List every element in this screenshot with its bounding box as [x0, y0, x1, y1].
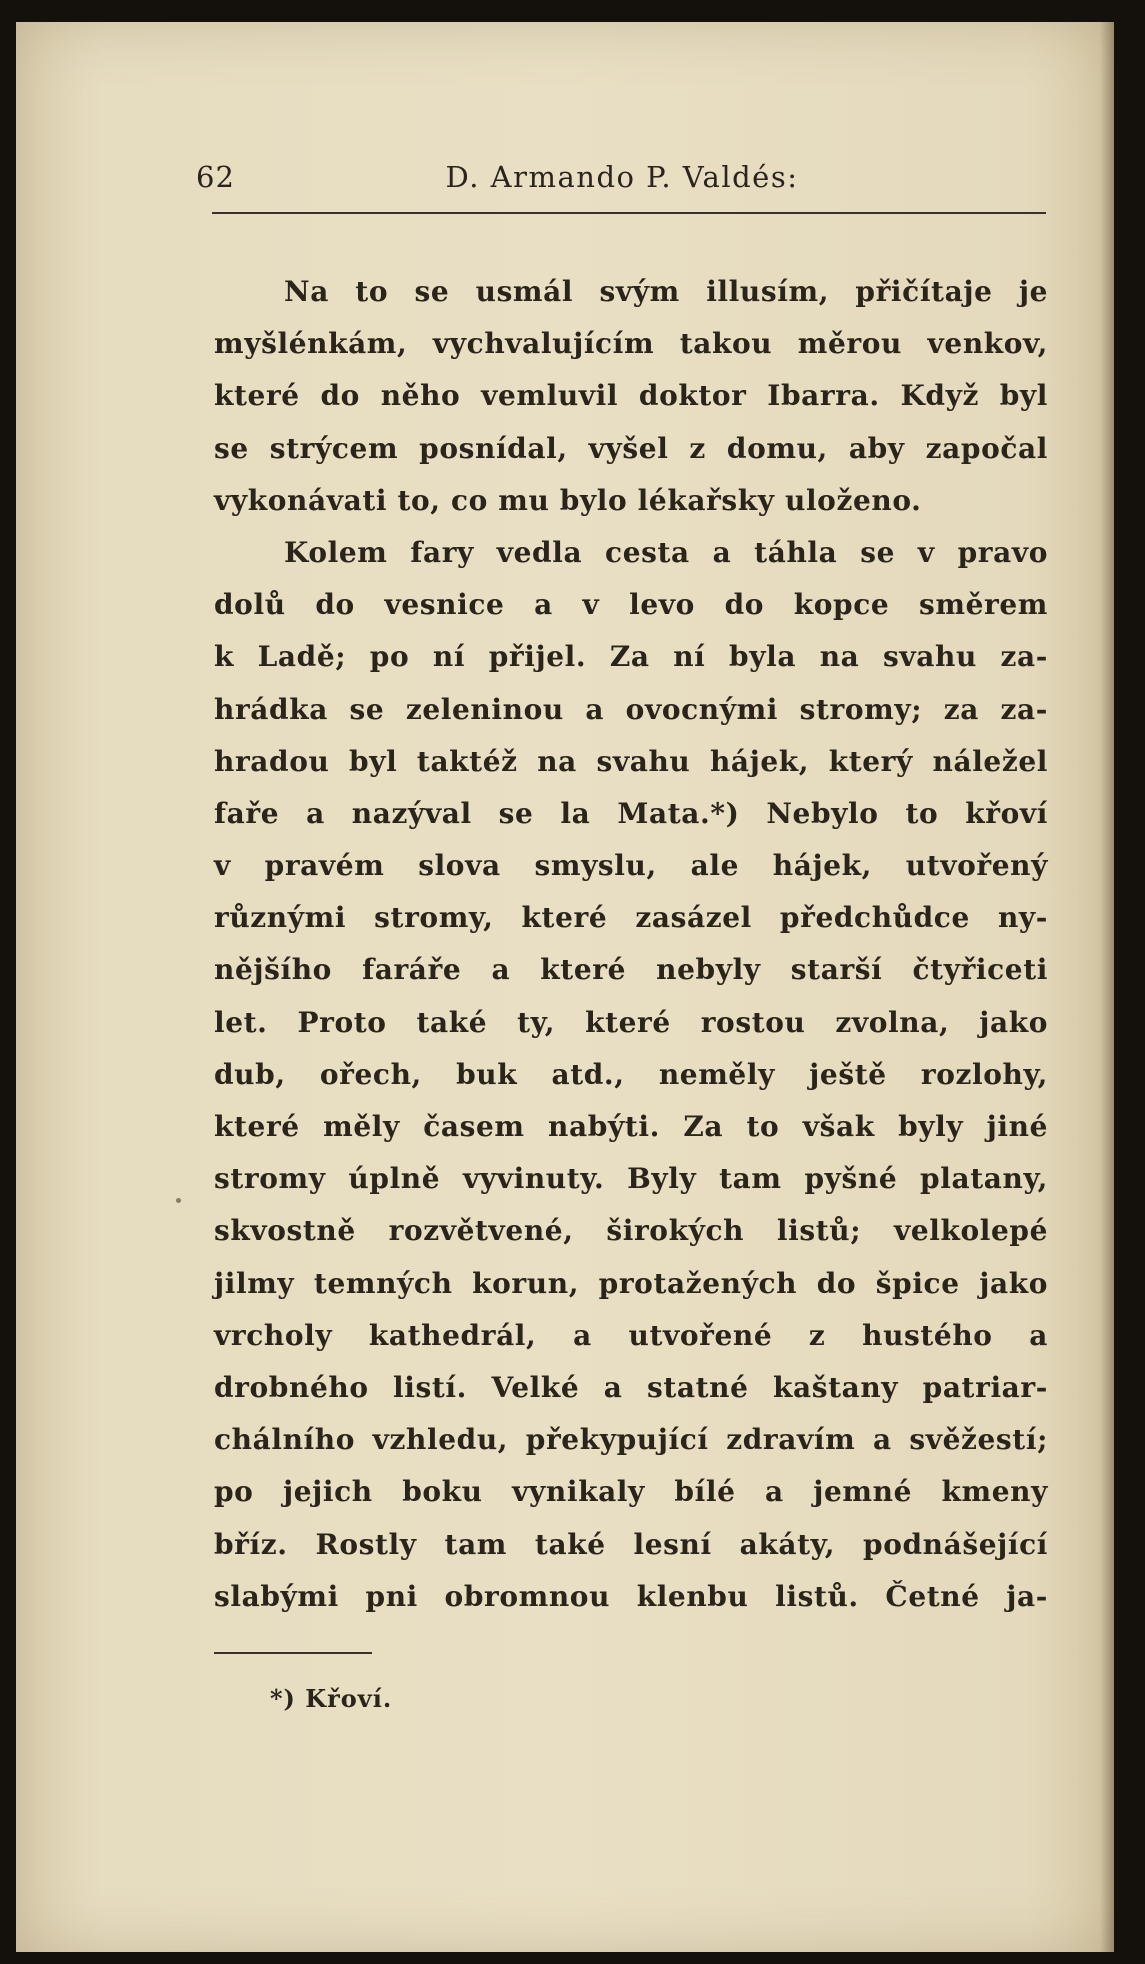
text-line: jilmy temných korun, protažených do špice jako [214, 1266, 1048, 1300]
text-line: nějšího faráře a které nebyly starší čtyřiceti [214, 953, 1048, 987]
text-line: různými stromy, které zasázel předchůdce ny- [214, 901, 1048, 935]
text-line: skvostně rozvětvené, širokých listů; velkolepé [214, 1214, 1048, 1248]
text-line: drobného listí. Velké a statné kaštany patriar- [214, 1370, 1048, 1404]
text-line: stromy úplně vyvinuty. Byly tam pyšné platany, [214, 1162, 1048, 1196]
paper-speck [176, 1198, 181, 1203]
page-number: 62 [196, 160, 235, 194]
footnote-rule [214, 1652, 372, 1654]
text-line: dolů do vesnice a v levo do kopce směrem [214, 588, 1048, 622]
text-line: bříz. Rostly tam také lesní akáty, podnášející [214, 1527, 1048, 1561]
text-line: vykonávati to, co mu bylo lékařsky uloženo. [214, 483, 922, 517]
text-line: faře a nazýval se la Mata.*) Nebylo to křoví [214, 796, 1048, 830]
text-line: slabými pni obromnou klenbu listů. Četné ja- [214, 1579, 1048, 1613]
text-line: se strýcem posnídal, vyšel z domu, aby započal [214, 431, 1048, 465]
page-edge-shadow [1100, 22, 1114, 1952]
text-line: které měly časem nabýti. Za to však byly jiné [214, 1110, 1048, 1143]
text-line: Na to se usmál svým illusím, přičítaje je [284, 275, 1048, 308]
text-line: vrcholy kathedrál, a utvořené z hustého a [214, 1318, 1048, 1352]
text-line: let. Proto také ty, které rostou zvolna, jako [214, 1005, 1048, 1039]
text-line: po jejich boku vynikaly bílé a jemné kmeny [214, 1475, 1048, 1509]
text-line: Kolem fary vedla cesta a táhla se v pravo [284, 535, 1048, 569]
text-line: chálního vzhledu, překypující zdravím a svěžestí; [214, 1423, 1048, 1457]
header-rule [212, 212, 1046, 214]
running-title: D. Armando P. Valdés: [445, 160, 799, 194]
text-line: myšlénkám, vychvalujícím takou měrou venkov, [214, 327, 1048, 361]
footnote: *) Křoví. [270, 1684, 393, 1713]
text-line: k Ladě; po ní přijel. Za ní byla na svahu za- [214, 640, 1048, 674]
text-line: hrádka se zeleninou a ovocnými stromy; za za- [214, 692, 1048, 726]
text-line: v pravém slova smyslu, ale hájek, utvořený [214, 849, 1048, 883]
text-line: dub, ořech, buk atd., neměly ještě rozlohy, [214, 1057, 1048, 1091]
text-line: hradou byl taktéž na svahu hájek, který náležel [214, 744, 1048, 778]
running-head [196, 160, 1048, 206]
body-text [214, 266, 1048, 1623]
text-line: které do něho vemluvil doktor Ibarra. Když byl [214, 379, 1048, 413]
